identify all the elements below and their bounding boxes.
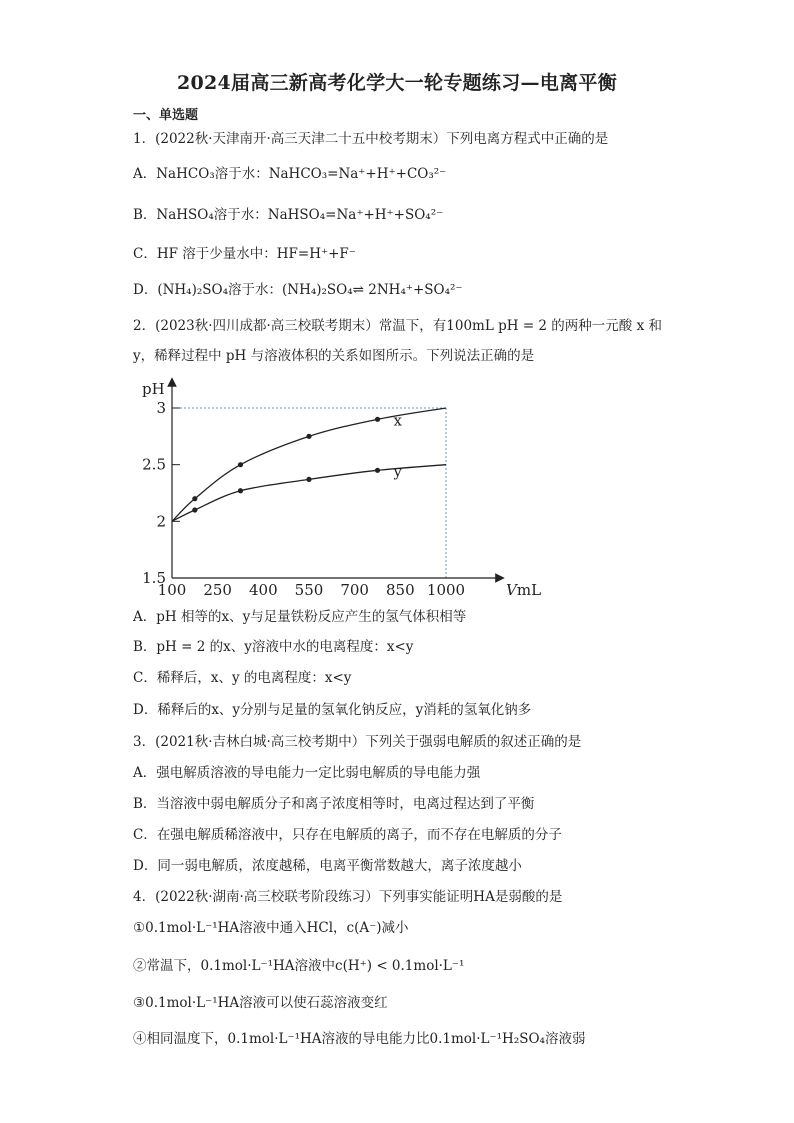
q1-stem: 1．(2022秋·天津南开·高三天津二十五中校考期末）下列电离方程式中正确的是 (133, 131, 609, 147)
x-tick-label: 700 (340, 581, 369, 596)
q4-statement-4: ④相同温度下，0.1mol·L⁻¹HA溶液的导电能力比0.1mol·L⁻¹H₂SO₄溶液弱 (133, 1031, 586, 1047)
q3-option-a: A．强电解质溶液的导电能力一定比弱电解质的导电能力强 (133, 765, 481, 781)
data-point-y (375, 468, 380, 473)
series-label-y: y (393, 462, 402, 481)
q4-stem: 4．(2022秋·湖南·高三校联考阶段练习）下列事实能证明HA是弱酸的是 (133, 889, 563, 905)
series-label-x: x (393, 411, 402, 430)
x-axis-label: VmL (506, 581, 542, 596)
data-point-y (192, 507, 197, 512)
q3-stem: 3．(2021秋·吉林白城·高三校考期中）下列关于强弱电解质的叙述正确的是 (133, 734, 582, 750)
y-tick-label: 1.5 (142, 569, 166, 587)
x-tick-label: 250 (203, 581, 232, 596)
x-tick-label: 550 (294, 581, 324, 596)
q2-option-d: D．稀释后的x、y分别与足量的氢氧化钠反应，y消耗的氢氧化钠多 (133, 702, 532, 718)
section-heading: 一、单选题 (133, 108, 199, 123)
data-point-x (238, 462, 243, 467)
q2-option-a: A．pH 相等的x、y与足量铁粉反应产生的氢气体积相等 (133, 609, 467, 625)
series-line-x (172, 408, 446, 521)
data-point-y (238, 488, 243, 493)
x-tick-label: 1000 (426, 581, 466, 596)
y-axis-label: pH (142, 380, 165, 398)
y-tick-label: 2 (156, 512, 166, 531)
q2-option-c: C．稀释后，x、y 的电离程度：x<y (133, 670, 352, 686)
page-title: 2024届高三新高考化学大一轮专题练习—电离平衡 (176, 72, 618, 94)
q3-option-c: C．在强电解质稀溶液中，只存在电解质的离子，而不存在电解质的分子 (133, 827, 562, 843)
q1-option-b: B．NaHSO₄溶于水：NaHSO₄=Na⁺+H⁺+SO₄²⁻ (133, 207, 444, 223)
ph-volume-chart (140, 374, 550, 596)
data-point-y (306, 477, 311, 482)
data-point-x (375, 417, 380, 422)
series-line-y (172, 465, 446, 522)
q4-statement-3: ③0.1mol·L⁻¹HA溶液可以使石蕊溶液变红 (133, 995, 388, 1011)
q3-option-d: D．同一弱电解质，浓度越稀，电离平衡常数越大，离子浓度越小 (133, 858, 522, 874)
q4-statement-2: ②常温下，0.1mol·L⁻¹HA溶液中c(H⁺) < 0.1mol·L⁻¹ (133, 958, 465, 974)
q4-statement-1: ①0.1mol·L⁻¹HA溶液中通入HCl，c(A⁻)减小 (133, 920, 409, 936)
q1-option-d: D．(NH₄)₂SO₄溶于水：(NH₄)₂SO₄⇌ 2NH₄⁺+SO₄²⁻ (133, 282, 463, 298)
x-tick-label: 100 (157, 581, 187, 596)
y-tick-label: 3 (156, 399, 166, 417)
q2-stem-line1: 2．(2023秋·四川成都·高三校联考期末）常温下，有100mL pH = 2 的两种一元酸 x 和 (133, 318, 663, 334)
data-point-x (192, 496, 197, 501)
q1-option-a: A．NaHCO₃溶于水：NaHCO₃=Na⁺+H⁺+CO₃²⁻ (133, 166, 447, 182)
x-tick-label: 400 (249, 581, 278, 596)
y-tick-label: 2.5 (142, 455, 166, 474)
q1-option-c: C．HF 溶于少量水中：HF=H⁺+F⁻ (133, 246, 356, 262)
data-point-x (306, 434, 311, 439)
q2-stem-line2: y，稀释过程中 pH 与溶液体积的关系如图所示。下列说法正确的是 (133, 348, 535, 364)
q2-option-b: B．pH = 2 的x、y溶液中水的电离程度：x<y (133, 639, 414, 655)
q3-option-b: B．当溶液中弱电解质分子和离子浓度相等时，电离过程达到了平衡 (133, 796, 535, 812)
x-tick-label: 850 (386, 581, 415, 596)
